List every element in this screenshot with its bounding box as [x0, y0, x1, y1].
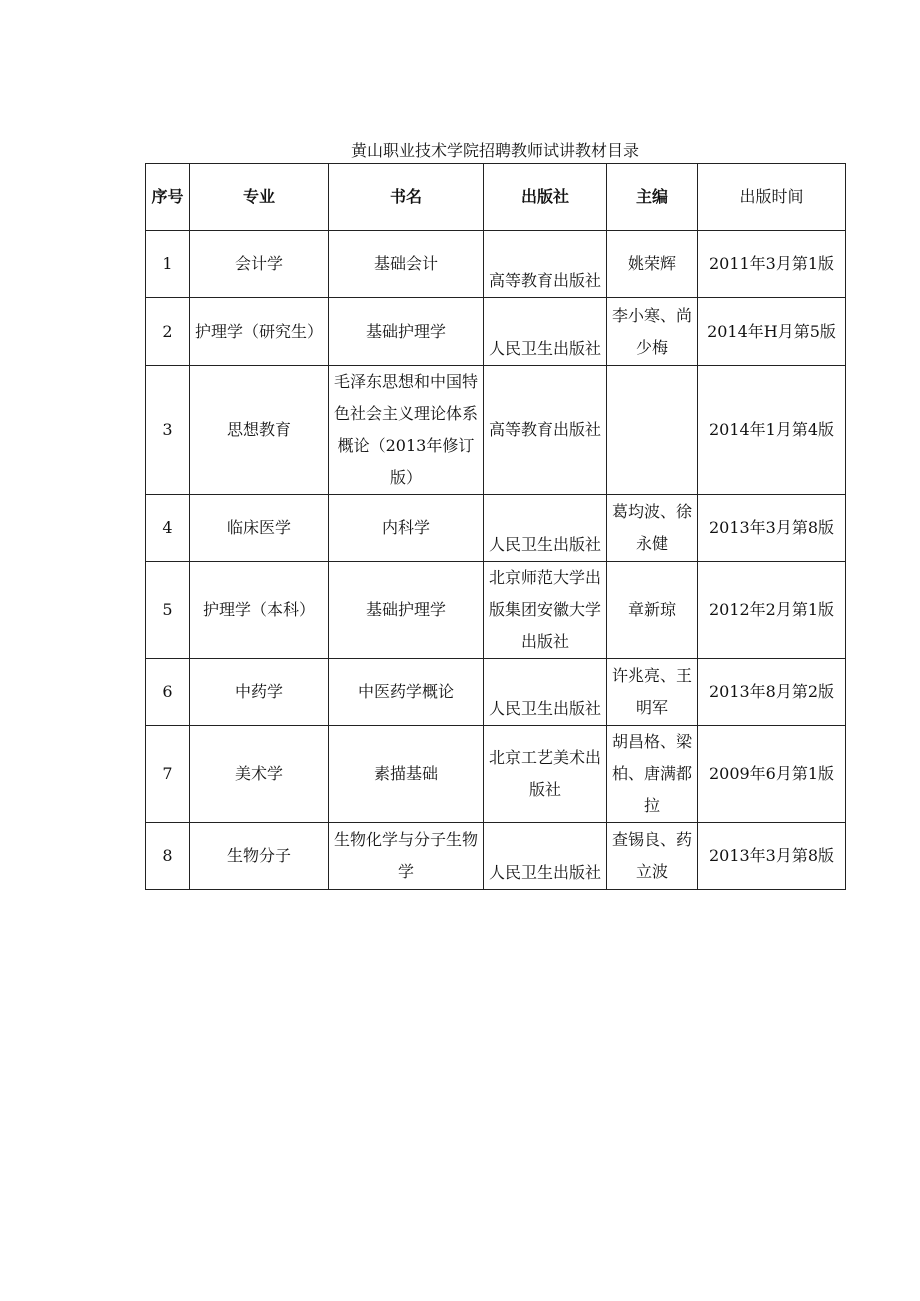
cell-no: 4	[146, 495, 190, 562]
cell-editor: 李小寒、尚少梅	[607, 298, 698, 366]
cell-major: 会计学	[190, 231, 329, 298]
cell-major: 美术学	[190, 726, 329, 823]
header-editor: 主编	[607, 164, 698, 231]
cell-publisher: 人民卫生出版社	[484, 495, 607, 562]
cell-date: 2012年2月第1版	[698, 562, 846, 659]
cell-major: 生物分子	[190, 823, 329, 890]
table-header-row	[146, 164, 846, 231]
cell-editor: 许兆亮、王明军	[607, 659, 698, 726]
cell-editor: 章新琼	[607, 562, 698, 659]
document-title: 黄山职业技术学院招聘教师试讲教材目录	[350, 141, 639, 160]
cell-editor: 姚荣辉	[607, 231, 698, 298]
cell-date: 2009年6月第1版	[698, 726, 846, 823]
cell-major: 护理学（本科）	[190, 562, 329, 659]
cell-editor: 胡昌格、梁柏、唐满都拉	[607, 726, 698, 823]
table-row	[146, 495, 846, 562]
cell-editor: 葛均波、徐永健	[607, 495, 698, 562]
cell-major: 护理学（研究生）	[190, 298, 329, 366]
cell-date: 2014年H月第5版	[698, 298, 846, 366]
cell-book: 生物化学与分子生物学	[329, 823, 484, 890]
cell-date: 2013年8月第2版	[698, 659, 846, 726]
header-book: 书名	[329, 164, 484, 231]
cell-date: 2013年3月第8版	[698, 495, 846, 562]
cell-publisher: 高等教育出版社	[484, 366, 607, 495]
table-row	[146, 366, 846, 495]
cell-book: 基础护理学	[329, 562, 484, 659]
cell-no: 2	[146, 298, 190, 366]
cell-book: 内科学	[329, 495, 484, 562]
cell-major: 思想教育	[190, 366, 329, 495]
table-row	[146, 659, 846, 726]
cell-date: 2013年3月第8版	[698, 823, 846, 890]
cell-no: 7	[146, 726, 190, 823]
cell-publisher: 人民卫生出版社	[484, 298, 607, 366]
cell-book: 中医药学概论	[329, 659, 484, 726]
cell-publisher: 高等教育出版社	[484, 231, 607, 298]
cell-date: 2014年1月第4版	[698, 366, 846, 495]
table-row	[146, 298, 846, 366]
header-major: 专业	[190, 164, 329, 231]
cell-book: 基础护理学	[329, 298, 484, 366]
cell-no: 6	[146, 659, 190, 726]
table-row	[146, 726, 846, 823]
header-publisher: 出版社	[484, 164, 607, 231]
cell-date: 2011年3月第1版	[698, 231, 846, 298]
cell-no: 5	[146, 562, 190, 659]
cell-book: 毛泽东思想和中国特色社会主义理论体系概论（2013年修订版）	[329, 366, 484, 495]
cell-publisher: 人民卫生出版社	[484, 823, 607, 890]
table-row	[146, 562, 846, 659]
cell-major: 临床医学	[190, 495, 329, 562]
header-no: 序号	[146, 164, 190, 231]
cell-editor	[607, 366, 698, 495]
cell-book: 素描基础	[329, 726, 484, 823]
table-row	[146, 231, 846, 298]
cell-book: 基础会计	[329, 231, 484, 298]
header-date: 出版时间	[698, 164, 846, 231]
cell-publisher: 人民卫生出版社	[484, 659, 607, 726]
cell-no: 8	[146, 823, 190, 890]
cell-editor: 查锡良、药立波	[607, 823, 698, 890]
cell-no: 3	[146, 366, 190, 495]
cell-publisher: 北京工艺美术出版社	[484, 726, 607, 823]
textbook-catalog-table	[145, 163, 846, 890]
cell-publisher: 北京师范大学出版集团安徽大学出版社	[484, 562, 607, 659]
cell-no: 1	[146, 231, 190, 298]
table-row	[146, 823, 846, 890]
cell-major: 中药学	[190, 659, 329, 726]
